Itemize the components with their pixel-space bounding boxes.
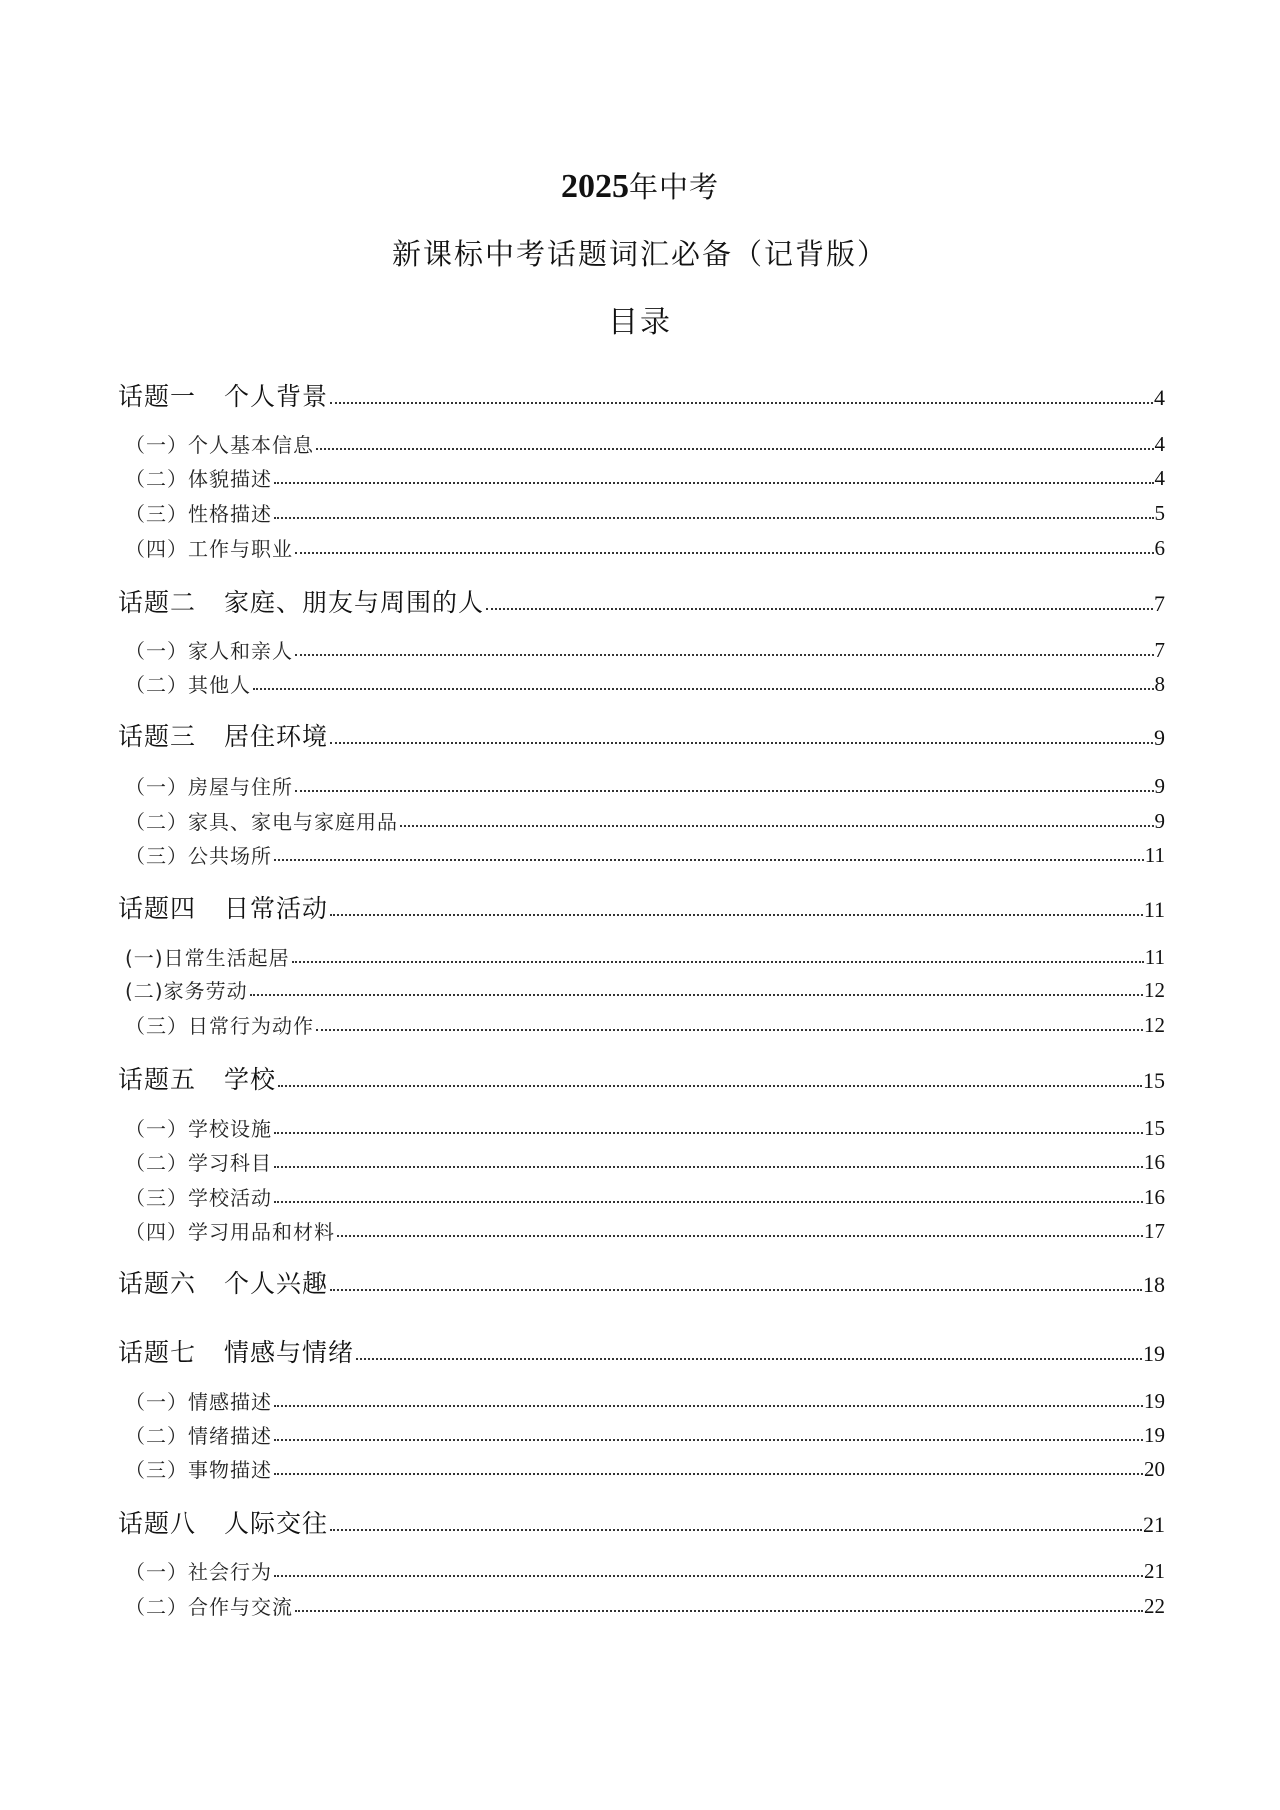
topic-title [118,590,484,615]
dot-leader [274,517,1154,519]
subtopic-title: （三）公共场所 [125,844,272,868]
subtopic-title: （二）其他人 [125,673,251,697]
toc-topic-entry[interactable] [118,1335,1165,1365]
page-number: 21 [1144,1559,1165,1583]
page-number: 6 [1154,536,1165,560]
toc-subtopic-entry[interactable] [125,808,1165,832]
dot-leader [274,1575,1143,1577]
dot-leader [316,1029,1143,1031]
topic-number: 话题四 [118,894,197,923]
toc-subtopic-entry[interactable] [125,1422,1165,1446]
page-number: 19 [1143,1341,1165,1366]
subtopic-title: （一）学校设施 [125,1117,272,1141]
dot-leader [295,790,1154,792]
dot-leader [274,1132,1143,1134]
subtopic-title: （一）社会行为 [125,1560,272,1584]
topic-title [118,1340,354,1365]
toc-topic-entry[interactable] [118,719,1165,749]
topic-name: 情感与情绪 [224,1338,355,1367]
subtopic-title: （二）家具、家电与家庭用品 [125,810,398,834]
topic-name: 日常活动 [224,894,329,923]
subtopic-title: （四）学习用品和材料 [125,1220,335,1244]
page-number: 11 [1143,897,1165,922]
topic-number: 话题三 [118,722,197,751]
topic-number: 话题二 [118,588,197,617]
dot-leader [274,1439,1143,1441]
title-text: 年中考 [628,170,719,204]
page-number: 12 [1144,978,1165,1002]
toc-subtopic-entry[interactable] [125,1593,1165,1617]
topic-title [118,724,328,749]
subtopic-title: （一）家人和亲人 [125,639,293,663]
subtopic-title: （三）性格描述 [125,502,272,526]
topic-number: 话题五 [118,1065,197,1094]
toc-subtopic-entry[interactable] [125,773,1165,797]
dot-leader [316,448,1154,450]
dot-leader [250,994,1143,996]
dot-leader [330,1529,1142,1531]
page-number: 19 [1144,1423,1165,1447]
toc-subtopic-entry[interactable] [125,671,1165,695]
topic-name: 个人背景 [224,382,329,411]
dot-leader [295,654,1154,656]
dot-leader [292,961,1144,963]
dot-leader [400,825,1154,827]
page-number: 5 [1154,501,1165,525]
page-number: 11 [1144,843,1165,867]
topic-title [118,1511,328,1536]
dot-leader [330,402,1153,404]
dot-leader [274,482,1154,484]
toc-subtopic-entry[interactable] [125,1115,1165,1139]
dot-leader [274,1201,1143,1203]
topic-name: 学校 [224,1065,277,1094]
dot-leader [278,1085,1142,1087]
page-number: 17 [1144,1219,1165,1243]
subtopic-title: （二）体貌描述 [125,467,272,491]
topic-name: 居住环境 [224,722,329,751]
page-number: 9 [1154,774,1165,798]
toc-subtopic-entry[interactable] [125,1388,1165,1412]
toc-subtopic-entry[interactable] [125,1012,1165,1036]
toc-subtopic-entry[interactable] [125,1218,1165,1242]
toc-subtopic-entry[interactable] [125,944,1165,968]
dot-leader [253,688,1154,690]
page-number: 16 [1144,1150,1165,1174]
page-number: 7 [1154,591,1165,616]
toc-heading: 目录 [608,305,672,340]
toc-subtopic-entry[interactable] [125,1456,1165,1480]
topic-number: 话题八 [118,1509,197,1538]
topic-title [118,896,328,921]
dot-leader [356,1358,1142,1360]
topic-number: 话题一 [118,382,197,411]
toc-subtopic-entry[interactable] [125,977,1165,1001]
toc-subtopic-entry[interactable] [125,500,1165,524]
page-number: 18 [1143,1272,1165,1297]
page-number: 12 [1144,1013,1165,1037]
subtopic-title: (一)日常生活起居 [125,946,290,970]
toc-subtopic-entry[interactable] [125,1184,1165,1208]
toc-subtopic-entry[interactable] [125,431,1165,455]
subtopic-title: （一）个人基本信息 [125,433,314,457]
page-number: 22 [1144,1594,1165,1618]
subtopic-title: (二)家务劳动 [125,979,248,1003]
page-number: 4 [1154,385,1165,410]
page-number: 4 [1154,432,1165,456]
subtopic-title: （二）情绪描述 [125,1424,272,1448]
document-subtitle: 新课标中考话题词汇必备（记背版） [391,237,888,271]
dot-leader [274,859,1144,861]
dot-leader [330,914,1143,916]
topic-title [118,1271,328,1296]
dot-leader [337,1235,1143,1237]
toc-subtopic-entry[interactable] [125,842,1165,866]
page-number: 11 [1144,945,1165,969]
dot-leader [330,742,1153,744]
topic-number: 话题六 [118,1269,197,1298]
topic-title [118,1067,276,1092]
topic-title [118,384,328,409]
topic-name: 人际交往 [224,1509,329,1538]
toc-topic-entry[interactable] [118,585,1165,615]
page-number: 15 [1144,1116,1165,1140]
toc-topic-entry[interactable] [118,1062,1165,1092]
dot-leader [274,1405,1143,1407]
dot-leader [274,1166,1143,1168]
toc-subtopic-entry[interactable] [125,1149,1165,1173]
toc-subtopic-entry[interactable] [125,1558,1165,1582]
toc-subtopic-entry[interactable] [125,465,1165,489]
subtopic-title: （二）学习科目 [125,1151,272,1175]
dot-leader [486,608,1153,610]
page-number: 7 [1154,638,1165,662]
page-number: 8 [1154,672,1165,696]
toc-subtopic-entry[interactable] [125,535,1165,559]
document-title [0,170,1280,204]
toc-topic-entry[interactable] [118,1506,1165,1536]
title-year: 2025 [560,168,629,205]
toc-topic-entry[interactable] [118,379,1165,409]
topic-name: 家庭、朋友与周围的人 [224,588,485,617]
page-number: 9 [1154,809,1165,833]
page-number: 21 [1143,1512,1165,1537]
page-number: 20 [1144,1457,1165,1481]
page-number: 15 [1143,1068,1165,1093]
dot-leader [295,1610,1143,1612]
dot-leader [295,552,1154,554]
subtopic-title: （三）事物描述 [125,1458,272,1482]
page-number: 16 [1144,1185,1165,1209]
topic-number: 话题七 [118,1338,197,1367]
subtopic-title: （三）学校活动 [125,1186,272,1210]
toc-topic-entry[interactable] [118,1266,1165,1296]
dot-leader [274,1473,1143,1475]
subtopic-title: （一）情感描述 [125,1390,272,1414]
subtopic-title: （三）日常行为动作 [125,1014,314,1038]
page-number: 4 [1154,466,1165,490]
page-number: 19 [1144,1389,1165,1413]
subtopic-title: （二）合作与交流 [125,1595,293,1619]
subtopic-title: （四）工作与职业 [125,537,293,561]
toc-topic-entry[interactable] [118,891,1165,921]
toc-subtopic-entry[interactable] [125,637,1165,661]
page-number: 9 [1154,725,1165,750]
topic-name: 个人兴趣 [224,1269,329,1298]
dot-leader [330,1289,1142,1291]
subtopic-title: （一）房屋与住所 [125,775,293,799]
